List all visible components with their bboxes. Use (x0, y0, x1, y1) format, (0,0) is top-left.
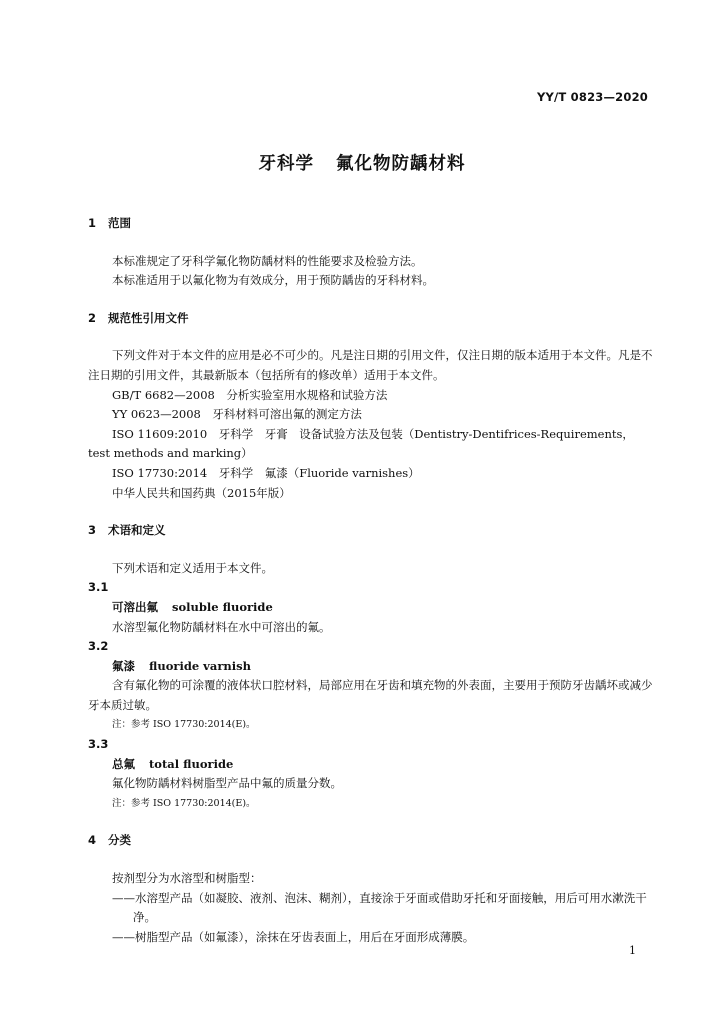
section-4-intro: 按剂型分为水溶型和树脂型： (112, 871, 262, 886)
term-title: 氟漆 fluoride varnish (112, 658, 251, 673)
section-2-heading: 2 规范性引用文件 (88, 310, 189, 325)
reference-item: GB/T 6682—2008 分析实验室用水规格和试验方法 (112, 387, 388, 402)
section-2-intro: 下列文件对于本文件的应用是必不可少的。凡是注日期的引用文件，仅注日期的版本适用于本文件。凡是不注日期的引用文件，其最新版本（包括所有的修改单）适用于本文件。 (88, 348, 653, 382)
title-part-2: 氟化物防龋材料 (336, 154, 466, 174)
reference-item: ISO 17730:2014 牙科学 氟漆（Fluoride varnishes） (112, 465, 420, 480)
section-1-paragraph: 本标准适用于以氟化物为有效成分，用于预防龋齿的牙科材料。 (112, 273, 434, 288)
section-3-heading: 3 术语和定义 (88, 523, 166, 538)
term-definition: 氟化物防龋材料树脂型产品中氟的质量分数。 (112, 776, 342, 791)
document-body (88, 214, 654, 947)
section-4-heading: 4 分类 (88, 833, 131, 848)
term-number: 3.1 (88, 580, 109, 595)
standard-code: YY/T 0823—2020 (536, 90, 648, 104)
document-title (0, 150, 724, 175)
title-part-1: 牙科学 (258, 154, 314, 174)
term-note: 注：参考 ISO 17730:2014(E)。 (112, 797, 256, 809)
reference-item: ISO 11609:2010 牙科学 牙膏 设备试验方法及包装（Dentistry-Dentifrices-Requirements，test methods and marking） (88, 426, 634, 461)
section-1-paragraph: 本标准规定了牙科学氟化物防龋材料的性能要求及检验方法。 (112, 253, 423, 268)
classification-item: ——水溶型产品（如凝胶、液剂、泡沫、糊剂），直接涂于牙面或借助牙托和牙面接触，用后可用水漱洗干净。 (112, 890, 647, 925)
classification-item: ——树脂型产品（如氟漆），涂抹在牙齿表面上，用后在牙面形成薄膜。 (112, 929, 475, 944)
section-3-intro: 下列术语和定义适用于本文件。 (112, 560, 273, 575)
term-title: 总氟 total fluoride (112, 756, 234, 771)
term-number: 3.2 (88, 639, 109, 654)
reference-item: 中华人民共和国药典（2015年版） (112, 485, 291, 500)
page-number: 1 (629, 944, 636, 957)
term-definition: 水溶型氟化物防龋材料在水中可溶出的氟。 (112, 619, 331, 634)
section-1-heading: 1 范围 (88, 216, 131, 230)
term-number: 3.3 (88, 737, 109, 752)
term-title: 可溶出氟 soluble fluoride (112, 599, 273, 614)
reference-item: YY 0623—2008 牙科材料可溶出氟的测定方法 (112, 407, 362, 422)
term-definition: 含有氟化物的可涂覆的液体状口腔材料，局部应用在牙齿和填充物的外表面，主要用于预防牙齿龋坏或减少牙本质过敏。 (88, 678, 653, 712)
term-note: 注：参考 ISO 17730:2014(E)。 (112, 719, 256, 731)
